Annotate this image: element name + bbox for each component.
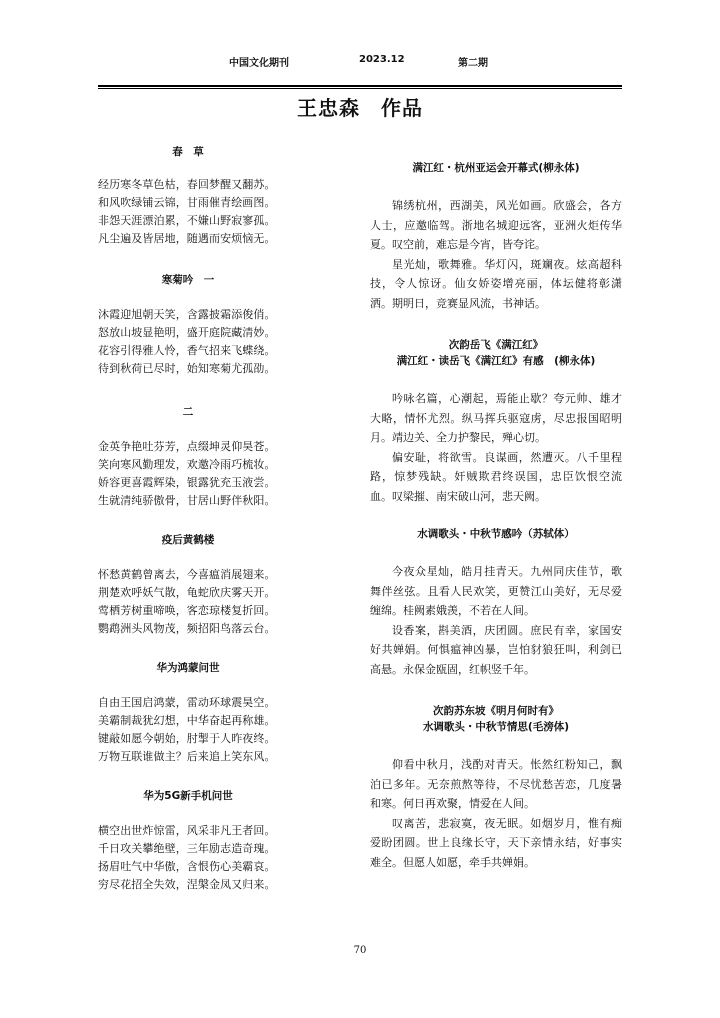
- poem-line: 美霸制裁犹幻想，中华奋起再称雄。: [98, 714, 276, 727]
- poem-paragraph: 叹离苦，悲寂寞，夜无眠。如烟岁月，惟有痴爱盼团圆。世上良缘长守，天下亲情永结，好事实难全。但愿人如愿，牵手共婵娟。: [370, 816, 622, 869]
- poem-title: 寒菊吟 一: [161, 274, 215, 286]
- poem-line: 沐霞迎旭朝天笑，含露披霜添俊俏。: [98, 308, 276, 321]
- poem-line: 万物互联谁做主？后来追上笑东风。: [98, 750, 276, 763]
- poem-title: 满江红・杭州亚运会开幕式(柳永体): [412, 162, 580, 174]
- poem-paragraph: 偏安耻，将欲雪。良谋画，然遭灭。八千里程路，惊梦残缺。奸贼欺君终误国，忠臣饮恨空流血。叹梁摧、南宋破山河，悲天阙。: [370, 450, 622, 503]
- poem-title: 次韵苏东坡《明月何时有》: [433, 705, 559, 717]
- poem-title: 二: [182, 406, 194, 418]
- poem-subtitle: 满江红・读岳飞《满江红》有感 (柳永体): [396, 355, 596, 367]
- right-column: [370, 160, 622, 872]
- poem-line: 凡尘遍及皆居地，随遇而安烦恼无。: [98, 232, 276, 245]
- header-rule-thick: [98, 85, 622, 87]
- poem-title: 疫后黄鹤楼: [161, 534, 215, 546]
- poem-line: 娇容更喜霞辉染，银露犹充玉液尝。: [98, 476, 276, 489]
- poem-line: 和风吹绿铺云锦，甘雨催青绘画图。: [98, 196, 276, 209]
- poem-title: 次韵岳飞《满江红》: [448, 339, 544, 351]
- poem-line: 荆楚欢呼妖气散，龟蛇欣庆雾天开。: [98, 586, 276, 599]
- poem-line: 莺栖芳树重啼唤，客恋琼楼复折回。: [98, 604, 276, 617]
- page-number: 70: [353, 945, 367, 956]
- header-rule-thin: [98, 88, 622, 89]
- poem-line: 生就清纯骄傲骨，甘居山野伴秋阳。: [98, 494, 276, 507]
- issue-date: 2023.12: [359, 54, 405, 65]
- poem-title: 华为5G新手机问世: [143, 790, 233, 802]
- left-column: [98, 144, 286, 894]
- poem-paragraph: 吟咏名篇，心潮起，焉能止歇？夸元帅、雄才大略，情怀尤烈。纵马挥兵驱寇虏，尽忠报国昭明月。靖边关、全力护黎民，殚心切。: [370, 392, 622, 444]
- poem-line: 自由王国启鸿蒙，雷动环球震昊空。: [98, 696, 276, 709]
- running-header: [0, 54, 720, 70]
- poem-line: 非怨天涯漂泊累，不嫌山野寂寥孤。: [98, 214, 276, 227]
- poem-paragraph: 星光灿，歌舞雅。华灯闪，斑斓夜。炫高超科技，令人惊讶。仙女娇姿增亮丽，体坛健将彰潇洒。期明日，竞赛显风流，书神话。: [370, 257, 622, 310]
- page-title: 王忠森 作品: [297, 96, 423, 120]
- poem-line: 经历寒冬草色枯，春回梦醒又翻苏。: [98, 178, 276, 191]
- poem-line: 横空出世炸惊雷，风采非凡王者回。: [98, 824, 276, 837]
- poem-line: 键敲如愿今朝始，肘掣于人昨夜终。: [98, 732, 276, 745]
- poem-line: 鹦鹉洲头风物茂，频招阳鸟落云台。: [98, 622, 276, 635]
- poem-line: 怒放山坡显艳明，盛开庭院藏清妙。: [98, 326, 276, 339]
- poem-title: 华为鸿蒙问世: [156, 662, 220, 674]
- poem-line: 待到秋荷已尽时，始知寒菊尤孤劭。: [98, 362, 276, 375]
- poem-line: 穷尽花招全失效，涅槃金凤又归来。: [98, 878, 276, 891]
- poem-paragraph: 设香案，斟美酒，庆团圆。庶民有幸，家国安好共婵娟。何惧瘟神凶暴，岂怕豺狼狂叫，利剑已高悬。永保金瓯固，红帜竖千年。: [370, 623, 622, 676]
- poem-line: 花容引得雅人怜，香气招来飞蝶绕。: [98, 344, 276, 357]
- issue-number: 第二期: [458, 58, 488, 69]
- poem-line: 千日攻关攀绝壁，三年励志造奇瑰。: [98, 842, 276, 855]
- poem-line: 笑向寒风勤理发，欢邀冷雨巧梳妆。: [98, 458, 276, 471]
- poem-line: 扬眉吐气中华傲，含恨伤心美霸哀。: [98, 860, 276, 873]
- poem-paragraph: 锦绣杭州，西湖美，风光如画。欣盛会，各方人士，应邀临驾。浙地名城迎远客，亚洲火炬传华夏。叹空前，难忘是今宵，皆夸诧。: [370, 199, 622, 251]
- journal-name: 中国文化期刊: [229, 58, 289, 69]
- poem-line: 金英争艳吐芬芳，点缀坤灵仰昊苍。: [98, 440, 276, 453]
- poem-subtitle: 水调歌头・中秋节情思(毛滂体): [422, 721, 570, 733]
- poem-paragraph: 今夜众星灿，皓月挂青天。九州同庆佳节，歌舞伴丝弦。且看人民欢笑，更赞江山美好，无尽爱缠绵。桂阙素娥羡，不若在人间。: [370, 565, 622, 617]
- poem-title: 水调歌头・中秋节感吟（苏轼体）: [417, 528, 575, 540]
- poem-line: 怀愁黄鹤曾离去，今喜瘟消展翅来。: [98, 568, 276, 581]
- poem-paragraph: 仰看中秋月，浅酌对青天。怅然红粉知己，飘泊已多年。无奈煎熬等待，不尽忧愁苦恋，几度暑和寒。何日再欢聚，情爱在人间。: [370, 758, 622, 810]
- poem-title: 春 草: [172, 146, 204, 158]
